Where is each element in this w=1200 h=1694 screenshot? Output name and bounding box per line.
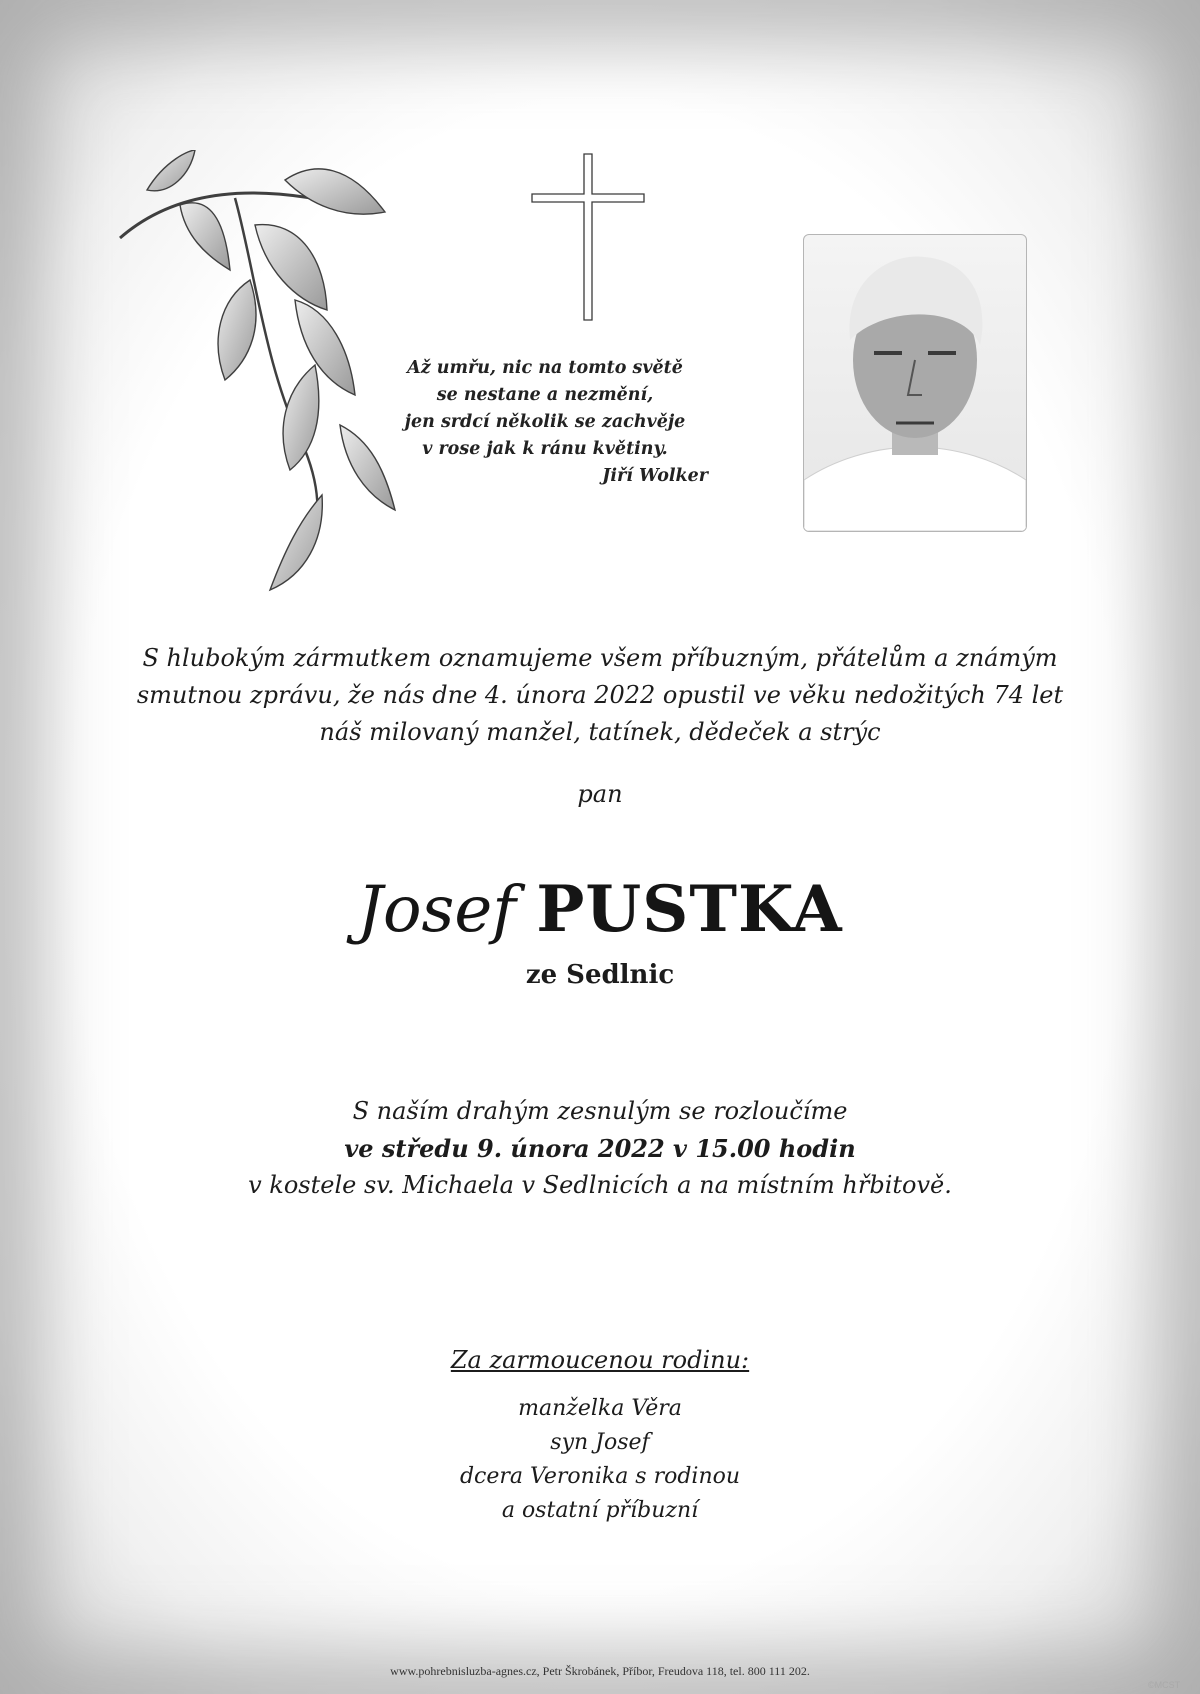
- announcement-line: smutnou zprávu, že nás dne 4. února 2022 opustil ve věku nedožitých 74 let: [136, 681, 1064, 709]
- quote-line: Až umřu, nic na tomto světě: [407, 358, 683, 378]
- family-list: [0, 1392, 1200, 1528]
- last-name: PUSTKA: [536, 872, 843, 947]
- family-member: manželka Věra: [518, 1396, 682, 1421]
- announcement-line: náš milovaný manžel, tatínek, dědeček a strýc: [319, 718, 881, 746]
- family-heading: Za zarmoucenou rodinu:: [450, 1346, 750, 1374]
- funeral-line-1: S naším drahým zesnulým se rozloučíme: [352, 1097, 848, 1125]
- quote-block: [380, 355, 710, 490]
- quote-line: v rose jak k ránu květiny.: [422, 439, 668, 459]
- deceased-name: [0, 870, 1200, 950]
- footer-contact: www.pohrebnisluzba-agnes.cz, Petr Škrobánek, Příbor, Freudova 118, tel. 800 111 202.: [390, 1664, 810, 1678]
- first-name: Josef: [357, 873, 516, 947]
- quote-line: jen srdcí několik se zachvěje: [404, 412, 686, 432]
- announcement-line: S hlubokým zármutkem oznamujeme všem příbuzným, přátelům a známým: [142, 644, 1058, 672]
- deceased-origin: ze Sedlnic: [525, 960, 675, 990]
- funeral-location: v kostele sv. Michaela v Sedlnicích a na místním hřbitově.: [248, 1171, 952, 1199]
- funeral-date-time: ve středu 9. února 2022 v 15.00 hodin: [344, 1134, 856, 1163]
- family-member: a ostatní příbuzní: [501, 1498, 699, 1523]
- quote-author: Jiří Wolker: [602, 466, 708, 486]
- family-member: dcera Veronika s rodinou: [459, 1464, 741, 1489]
- family-member: syn Josef: [550, 1430, 650, 1455]
- cross-icon: [530, 152, 646, 322]
- funeral-details: [100, 1093, 1100, 1204]
- honorific: pan: [577, 780, 623, 808]
- portrait-photo: [803, 234, 1027, 532]
- copyright-mark: ©MCST: [1148, 1680, 1181, 1690]
- quote-line: se nestane a nezmění,: [436, 385, 654, 405]
- announcement-text: [100, 640, 1100, 751]
